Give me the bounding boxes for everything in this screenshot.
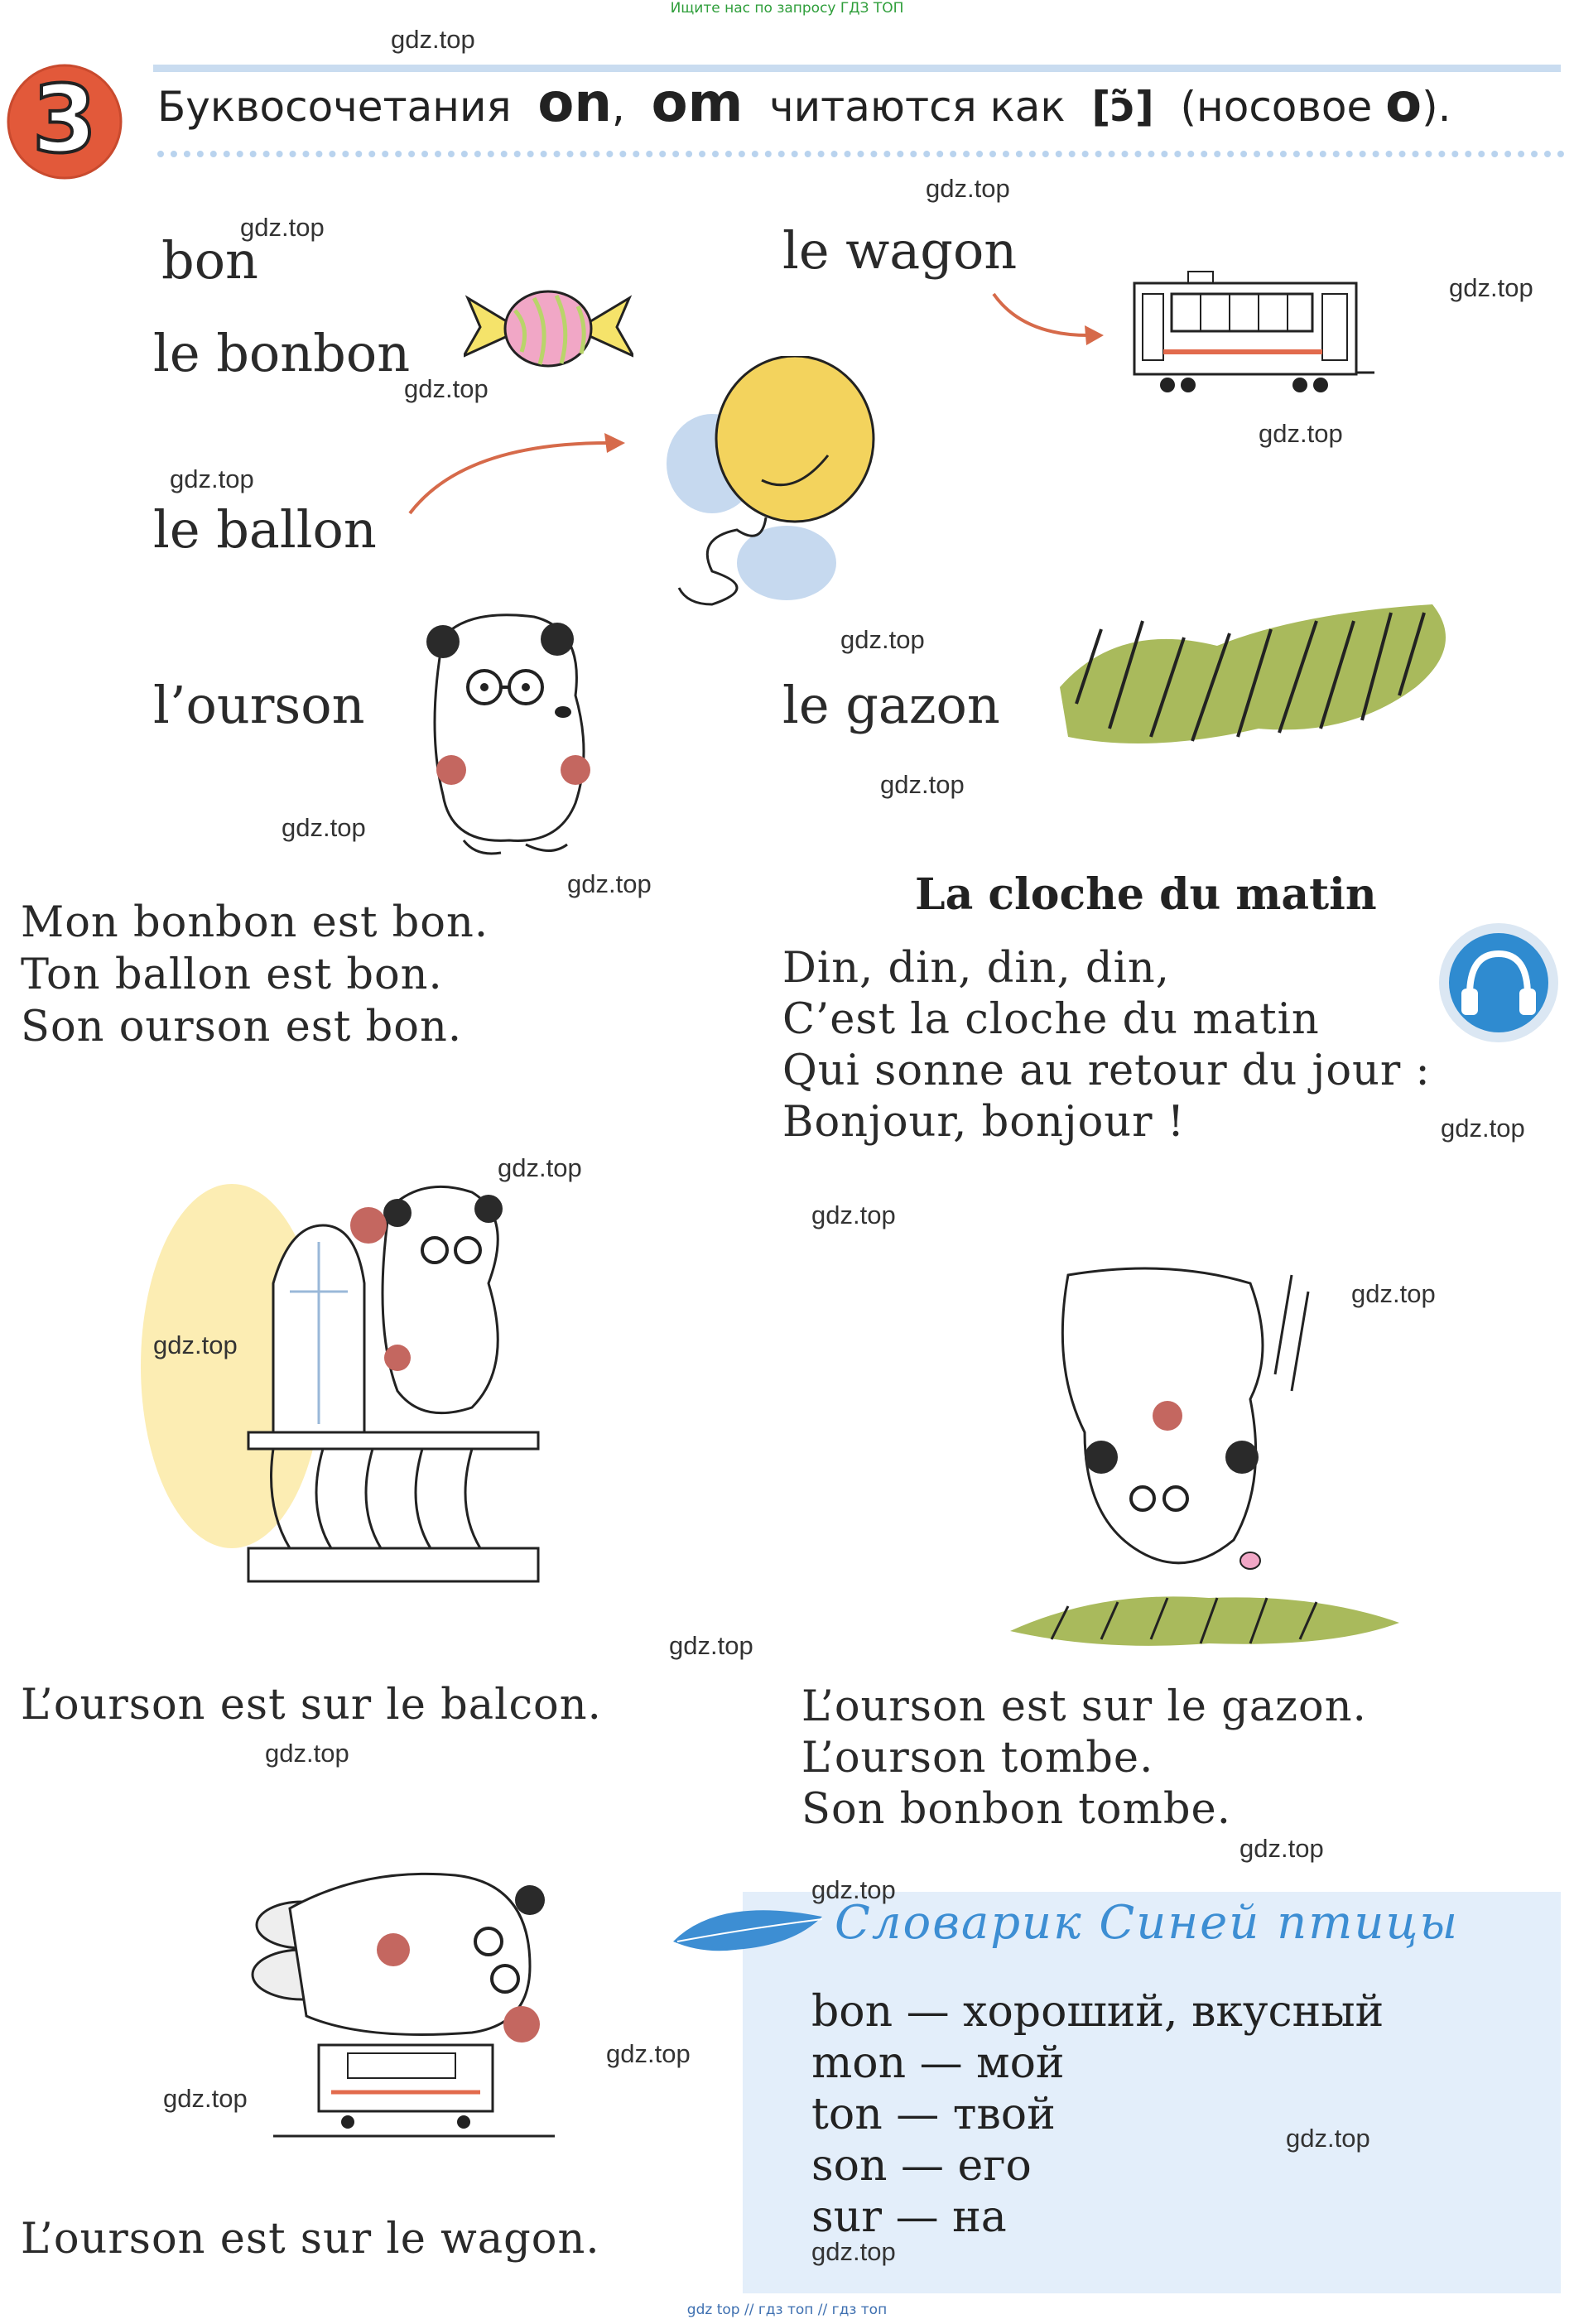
watermark: gdz.top: [811, 2237, 896, 2266]
bear-on-balcony-icon: [124, 1159, 588, 1639]
dictionary-entry-4: son — его: [811, 2141, 1032, 2191]
watermark: gdz.top: [926, 174, 1010, 203]
watermark: gdz.top: [811, 1200, 896, 1229]
candy-icon: [464, 277, 633, 377]
watermark: gdz.top: [265, 1739, 349, 1768]
exercise-number-badge: [3, 60, 126, 184]
watermark: gdz.top: [567, 869, 652, 898]
dictionary-entry-3: ton — твой: [811, 2090, 1056, 2139]
sentence-2: Ton ballon est bon.: [21, 950, 443, 999]
sentence-3: Son ourson est bon.: [21, 1003, 463, 1051]
word-ballon: le ballon: [153, 499, 377, 560]
header-blue-bar: [153, 65, 1561, 72]
word-bon: bon: [161, 230, 258, 291]
audio-button[interactable]: [1437, 921, 1561, 1045]
watermark: gdz.top: [1259, 419, 1343, 448]
bear-standing-icon: [418, 604, 609, 861]
watermark: gdz.top: [153, 1330, 238, 1359]
watermark: gdz.top: [1239, 1834, 1324, 1863]
watermark: gdz.top: [1441, 1114, 1525, 1143]
poem-title: La cloche du matin: [915, 869, 1377, 920]
watermark: gdz.top: [669, 1631, 753, 1660]
watermark: gdz.top: [840, 625, 925, 654]
word-bonbon: le bonbon: [153, 323, 411, 383]
watermark: gdz.top: [498, 1153, 582, 1182]
arrow-to-wagon-icon: [989, 290, 1105, 348]
feather-icon: [669, 1896, 826, 1970]
exercise-number: 3: [32, 66, 97, 174]
caption-balcon: L’ourson est sur le balcon.: [21, 1681, 602, 1730]
arrow-to-balloon-icon: [406, 426, 629, 517]
header-text: [157, 73, 1451, 134]
word-wagon: le wagon: [782, 220, 1018, 281]
header-om: om: [651, 73, 744, 134]
header-text-middle: читаются как: [769, 83, 1066, 131]
word-ourson: l’ourson: [153, 675, 365, 735]
watermark: gdz.top: [391, 25, 475, 54]
caption-wagon: L’ourson est sur le wagon.: [21, 2215, 600, 2264]
header-paren-open: (носовое: [1180, 83, 1373, 131]
caption-gazon-3: Son bonbon tombe.: [801, 1785, 1231, 1834]
balloon-icon: [662, 356, 894, 629]
dictionary-entry-2: mon — мой: [811, 2038, 1065, 2088]
watermark: gdz.top: [240, 213, 325, 242]
watermark: gdz.top: [606, 2039, 691, 2068]
header-sound: [ɔ̃]: [1091, 83, 1154, 131]
dictionary-entry-1: bon — хороший, вкусный: [811, 1987, 1384, 2037]
header-dotted-line: [157, 151, 1565, 157]
watermark: gdz.top: [1449, 273, 1533, 302]
header-on: on: [537, 73, 612, 134]
header-text-before: Буквосочетания: [157, 83, 512, 131]
dictionary-entry-5: sur — на: [811, 2192, 1007, 2242]
sentence-1: Mon bonbon est bon.: [21, 898, 489, 947]
watermark: gdz.top: [404, 374, 489, 403]
bear-falling-icon: [1002, 1267, 1416, 1656]
header-comma: ,: [611, 83, 625, 131]
word-gazon: le gazon: [782, 675, 1000, 735]
watermark: gdz.top: [170, 464, 254, 493]
headphones-icon: [1437, 921, 1561, 1045]
poem-line-4: Bonjour, bonjour !: [782, 1098, 1186, 1147]
top-search-note: Ищите нас по запросу ГДЗ ТОП: [670, 0, 904, 17]
caption-gazon-1: L’ourson est sur le gazon.: [801, 1682, 1367, 1731]
watermark: gdz.top: [811, 1875, 896, 1904]
grass-icon: [1052, 596, 1466, 762]
watermark: gdz.top: [880, 770, 965, 799]
watermark: gdz.top: [1286, 2124, 1370, 2153]
watermark: gdz.top: [163, 2084, 248, 2113]
wagon-icon: [1130, 265, 1379, 402]
dictionary-title: Словарик Синей птицы: [835, 1896, 1460, 1950]
footer-note: gdz top // гдз топ // гдз топ: [686, 2302, 888, 2318]
header-o: o: [1385, 73, 1422, 134]
bear-on-wagon-icon: [240, 1859, 588, 2157]
header-paren-close: ).: [1422, 83, 1451, 131]
caption-gazon-2: L’ourson tombe.: [801, 1734, 1154, 1783]
watermark: gdz.top: [282, 813, 366, 842]
poem-line-2: C’est la cloche du matin: [782, 995, 1320, 1044]
poem-line-1: Din, din, din, din,: [782, 944, 1170, 993]
poem-line-3: Qui sonne au retour du jour :: [782, 1047, 1431, 1095]
watermark: gdz.top: [1351, 1279, 1436, 1308]
